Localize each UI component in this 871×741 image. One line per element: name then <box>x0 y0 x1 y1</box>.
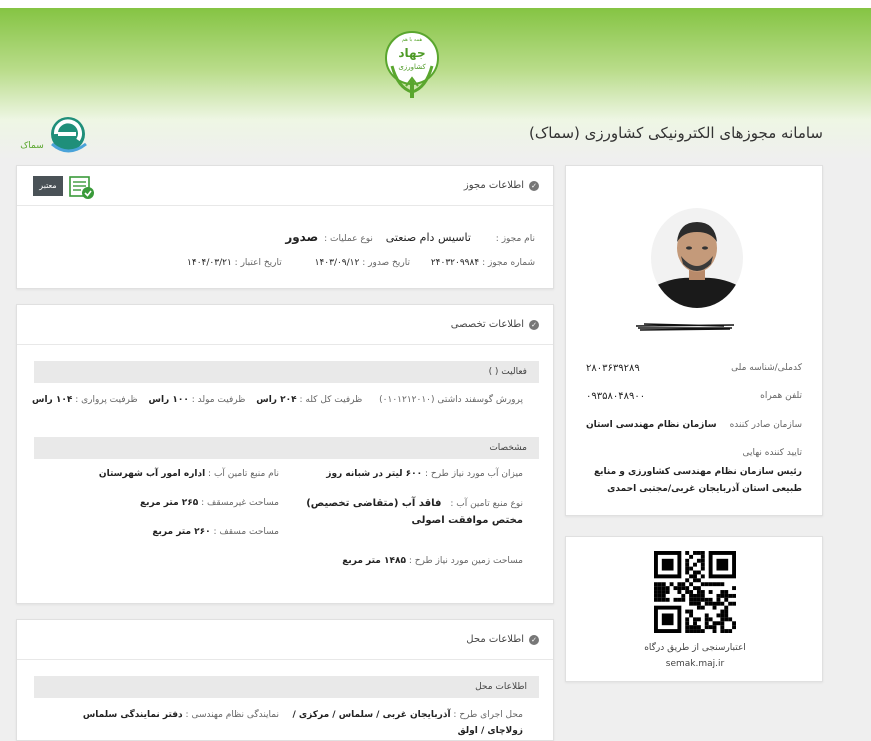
profile-photo <box>649 204 745 308</box>
water-source-type-label: نوع منبع تامین آب : <box>450 499 523 509</box>
covered-area-value: ۲۶۰ متر مربع <box>152 527 211 537</box>
water-source-name-value: اداره امور آب شهرستان <box>98 469 206 479</box>
redacted-name-scribble <box>634 320 738 334</box>
place-row <box>292 710 523 720</box>
place-value: آذربایجان غربی / سلماس / مرکزی / <box>292 710 451 720</box>
land-area-row <box>342 556 523 566</box>
svg-text:کشاورزی: کشاورزی <box>398 63 426 71</box>
license-info-title: اطلاعات مجوز <box>463 180 524 191</box>
national-id-value: ۲۸۰۳۶۳۹۲۸۹ <box>586 363 640 374</box>
top-strip <box>0 0 871 8</box>
status-badge: معتبر <box>33 176 63 196</box>
water-need-value: ۶۰۰ لیتر در شبانه روز <box>326 469 423 479</box>
covered-area-row <box>152 527 279 537</box>
verify-card <box>565 536 823 682</box>
water-source-type-value: فاقد آب (متقاضی تخصیص) <box>306 498 442 509</box>
license-number-label: شماره مجوز : <box>482 258 535 268</box>
svg-text:همه با هم: همه با هم <box>401 37 423 43</box>
office-label: نمایندگی نظام مهندسی : <box>185 710 279 720</box>
uncovered-area-row <box>140 498 279 508</box>
license-number-row <box>187 258 535 268</box>
office-row <box>83 710 279 720</box>
mobile-label: تلفن همراه <box>760 391 802 401</box>
license-info-card <box>16 165 554 289</box>
water-need-row <box>326 469 523 479</box>
land-area-value: ۱۴۸۵ متر مربع <box>342 556 406 566</box>
expiry-date-label: تاریخ اعتبار : <box>234 258 282 268</box>
license-name-row <box>285 230 535 244</box>
specialized-info-card <box>16 304 554 604</box>
verify-url[interactable]: semak.maj.ir <box>665 659 725 669</box>
location-info-title: اطلاعات محل <box>466 634 524 645</box>
activity-name: پرورش گوسفند داشتی (۰۱۰۱۲۱۲۰۱۰) <box>379 395 523 405</box>
water-source-type-row-2 <box>411 515 523 526</box>
verify-caption: اعتبارسنجی از طریق درگاه <box>644 643 746 653</box>
place-value-2: زولاچای / اولق <box>457 726 523 736</box>
license-document-icon[interactable] <box>69 174 95 200</box>
place-row-2 <box>458 726 523 736</box>
approver-label: تایید کننده نهایی <box>742 448 802 458</box>
water-source-name-row <box>99 469 279 479</box>
activity-section-bar: فعالیت ( ) <box>34 361 539 383</box>
national-id-label: کدملی/شناسه ملی <box>731 363 802 373</box>
jihad-keshavarzi-logo <box>384 26 440 100</box>
location-info-header <box>17 620 553 660</box>
water-source-name-label: نام منبع تامین آب : <box>208 469 279 479</box>
qr-code[interactable] <box>654 551 736 633</box>
license-name-label: نام مجوز : <box>495 234 535 244</box>
total-capacity-value: ۲۰۴ راس <box>256 395 297 405</box>
specs-section-bar: مشخصات <box>34 437 539 459</box>
covered-area-label: مساحت مسقف : <box>213 527 279 537</box>
breeder-capacity-label: ظرفیت مولد : <box>191 395 246 405</box>
site-title: سامانه مجوزهای الکترونیکی کشاورزی (سماک) <box>528 124 823 142</box>
svg-text:جهاد: جهاد <box>398 46 426 60</box>
license-name-value: تاسیس دام صنعتی <box>385 231 471 244</box>
issuer-value: سازمان نظام مهندسی استان <box>586 420 717 430</box>
office-value: دفتر نمایندگی سلماس <box>82 710 183 720</box>
water-source-type-value-2: مختص موافقت اصولی <box>411 515 523 526</box>
semak-logo <box>14 114 90 160</box>
fattening-capacity-value: ۱۰۴ راس <box>32 395 73 405</box>
location-info-card <box>16 619 554 741</box>
license-number-value: ۲۴۰۳۲۰۹۹۸۴ <box>430 258 480 268</box>
specialized-info-header <box>17 305 553 345</box>
profile-card <box>565 165 823 516</box>
op-type-label: نوع عملیات : <box>324 234 373 244</box>
total-capacity-label: ظرفیت کل کله : <box>299 395 363 405</box>
uncovered-area-label: مساحت غیرمسقف : <box>201 498 279 508</box>
issue-date-label: تاریخ صدور : <box>362 258 410 268</box>
fattening-capacity-label: ظرفیت پرواری : <box>75 395 138 405</box>
expiry-date-value: ۱۴۰۴/۰۳/۲۱ <box>187 258 232 268</box>
land-area-label: مساحت زمین مورد نیاز طرح : <box>408 556 523 566</box>
breeder-capacity-value: ۱۰۰ راس <box>148 395 189 405</box>
activity-row <box>32 395 523 405</box>
issue-date-value: ۱۴۰۳/۰۹/۱۲ <box>314 258 360 268</box>
approver-value: رئیس سازمان نظام مهندسی کشاورزی و منابع طبیعی استان آذربایجان غربی/مجتبی احمدی <box>594 467 802 494</box>
issuer-label: سازمان صادر کننده <box>729 420 802 430</box>
location-section-bar: اطلاعات محل <box>34 676 539 698</box>
uncovered-area-value: ۲۶۵ متر مربع <box>139 498 199 508</box>
water-need-label: میزان آب مورد نیاز طرح : <box>425 469 523 479</box>
place-label: محل اجرای طرح : <box>453 710 523 720</box>
op-type-value: صدور <box>285 230 319 244</box>
check-circle-icon: ✓ <box>529 181 539 191</box>
check-circle-icon: ✓ <box>529 320 539 330</box>
water-source-type-row <box>306 498 523 509</box>
check-circle-icon: ✓ <box>529 635 539 645</box>
license-info-header <box>17 166 553 206</box>
svg-text:سماک: سماک <box>20 141 44 151</box>
specialized-info-title: اطلاعات تخصصی <box>450 319 524 330</box>
mobile-value: ۰۹۳۵۸۰۴۸۹۰۰ <box>586 391 646 402</box>
